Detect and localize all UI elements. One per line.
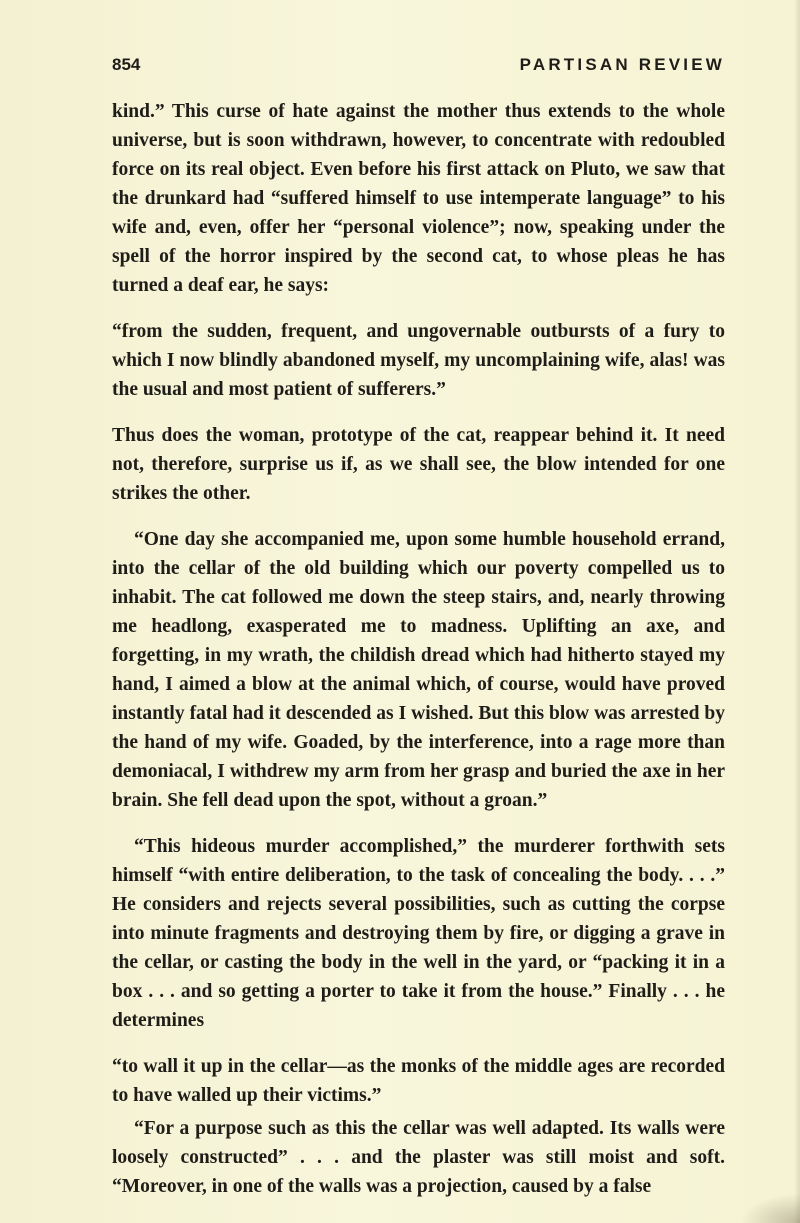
paragraph-3: “This hideous murder accomplished,” the murderer forthwith sets himself “with entire deliberation, to the task of concealing the body. . . .” He considers and rejects several possibilities, such as cutting the corpse into minute fragments and destroying them by fire, or digging a grave in the cellar, or casting the body in the well in the yard, or “packing it in a box . . . and so getting a porter to take it from the house.” Finally . . . he determines — [112, 836, 725, 1031]
quoted-passage-1: “One day she accompanied me, upon some humble household errand, into the cellar of the old building which our poverty compelled us to inhabit. The cat followed me down the steep stairs, and, nearly throwing me headlong, exasperated me to madness. Uplifting an axe, and forgetting, in my wrath, the childish dread which had hitherto stayed my hand, I aimed a blow at the animal which, of course, would have proved instantly fatal had it descended as I wished. But this blow was arrested by the hand of my wife. Goaded, by the interference, into a rage more than demoniacal, I withdrew my arm from her grasp and buried the axe in her brain. She fell dead upon the spot, without a groan.” — [112, 529, 725, 811]
page-corner-shade — [740, 1193, 800, 1223]
paragraph-1: kind.” This curse of hate against the mother thus extends to the whole universe, but is soon withdrawn, however, to concentrate with redoubled force on its real object. Even before his first attack on Pluto, we saw that the drunkard had “suffered himself to use intemperate language” to his wife and, even, offer her “personal violence”; now, speaking under the spell of the horror inspired by the second cat, to whose pleas he has turned a deaf ear, he says: — [112, 101, 725, 296]
paragraph-2: Thus does the woman, prototype of the cat, reappear behind it. It need not, therefore, surprise us if, as we shall see, the blow intended for one strikes the other. — [112, 425, 725, 504]
page-edge-shadow — [794, 0, 800, 1223]
block-quote-1: “from the sudden, frequent, and ungovernable outbursts of a fury to which I now blindly abandoned myself, my uncomplaining wife, alas! was the usual and most patient of sufferers.” — [112, 321, 725, 400]
running-head: PARTISAN REVIEW — [519, 55, 725, 74]
page-number: 854 — [112, 55, 141, 74]
block-quote-2: “to wall it up in the cellar—as the monks of the middle ages are recorded to have walled up their victims.” — [112, 1056, 725, 1106]
page-header — [112, 55, 725, 79]
quoted-passage-2: “For a purpose such as this the cellar was well adapted. Its walls were loosely constructed” . . . and the plaster was still moist and soft. “Moreover, in one of the walls was a projection, caused by a false — [112, 1118, 725, 1197]
body-text — [112, 97, 725, 1201]
